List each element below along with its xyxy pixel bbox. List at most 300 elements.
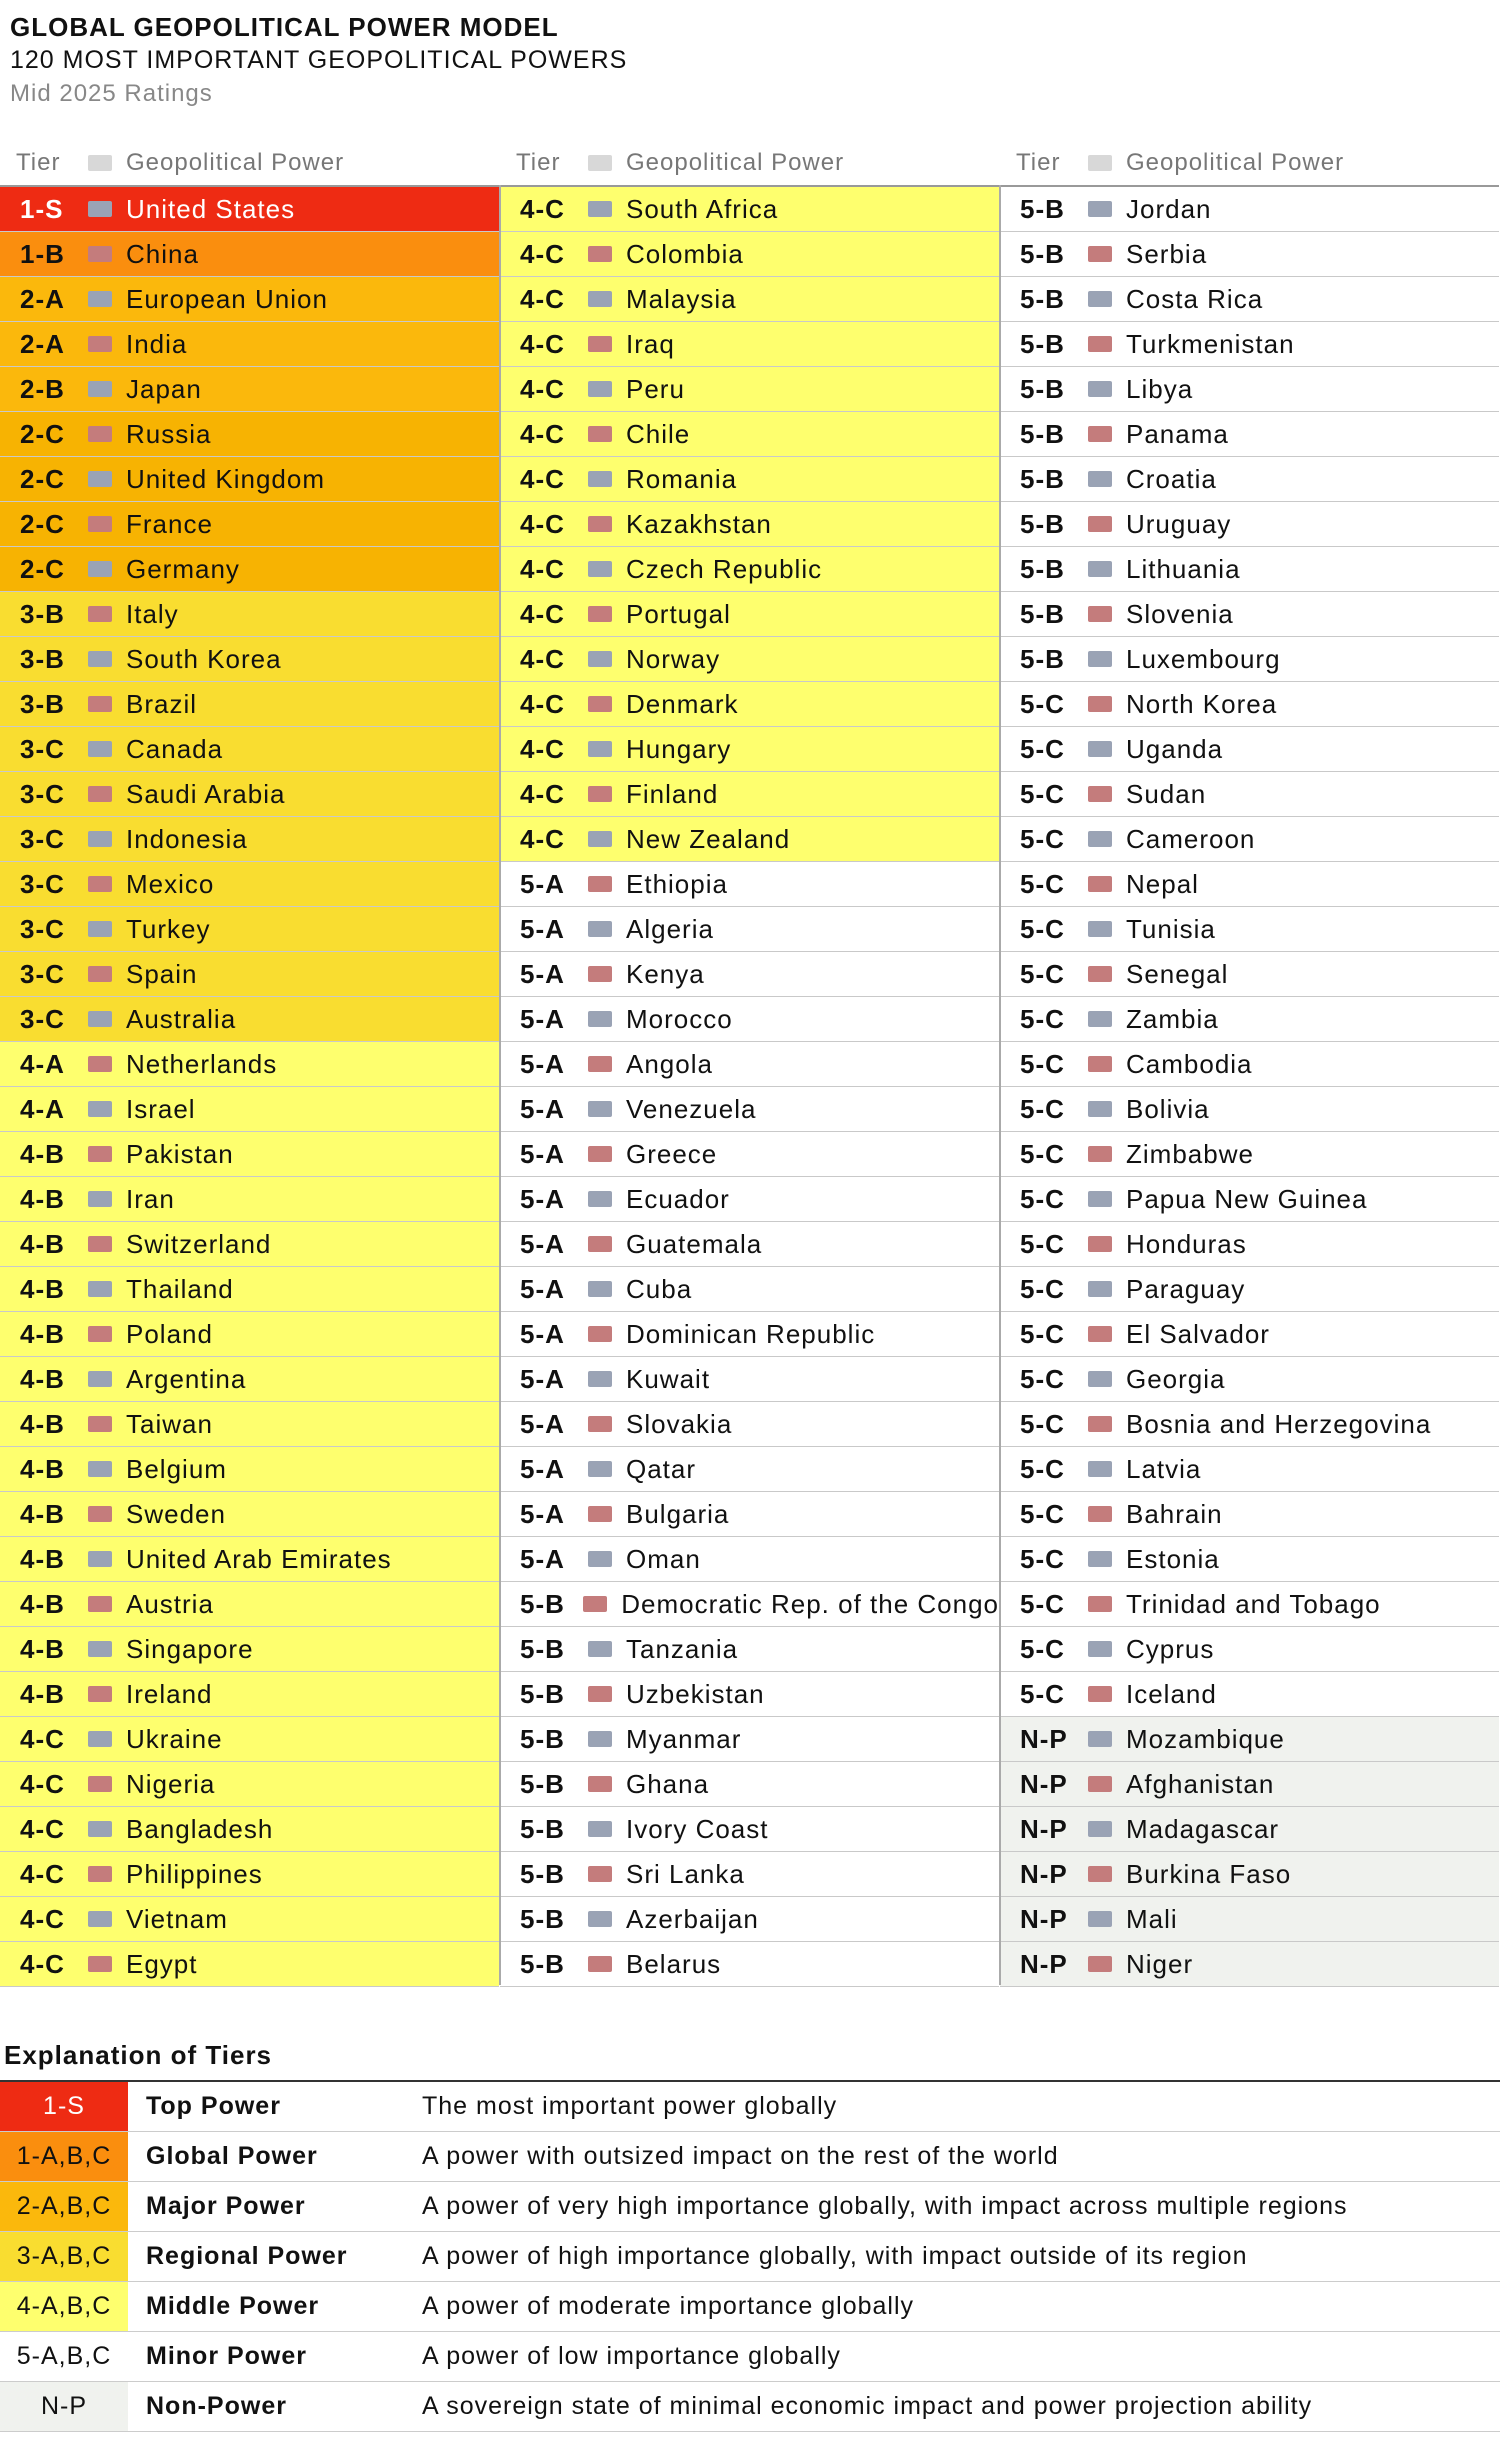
ba-flag-icon [1088,1416,1112,1432]
tier-label [500,554,580,585]
tier-number: 4-C [520,553,565,584]
legend-tier-code: 1-A,B,C [0,2132,128,2181]
country-name: Austria [126,1588,214,1619]
legend-tier-description: A power of low importance globally [422,2342,841,2370]
country-name: Turkey [126,913,211,944]
tier-label [0,1409,80,1440]
tier-number: 4-C [520,283,565,314]
legend-title: Explanation of Tiers [0,2030,1500,2082]
py-flag-icon [1088,1281,1112,1297]
country-name: France [126,508,213,539]
pg-flag-icon [1088,1191,1112,1207]
power-row [500,1807,999,1852]
tier-number: 3-B [20,643,65,674]
power-row [0,1492,499,1537]
power-row [500,1132,999,1177]
tier-number: 5-C [1020,868,1065,899]
country-name: Egypt [126,1948,198,1979]
tier-label [0,869,80,900]
tier-number: 5-C [1020,688,1065,719]
power-row [0,1672,499,1717]
country-name: Belarus [626,1948,722,1979]
country-name: Cameroon [1126,823,1256,854]
tier-number: 4-C [520,643,565,674]
tier-label [500,1499,580,1530]
power-row [0,637,499,682]
cn-flag-icon [88,246,112,262]
do-flag-icon [588,1326,612,1342]
country-name: Guatemala [626,1228,763,1259]
tier-label [500,1949,580,1980]
country-name: Dominican Republic [626,1318,876,1349]
ca-flag-icon [88,741,112,757]
header [10,10,627,111]
tier-label [0,1274,80,1305]
uy-flag-icon [1088,516,1112,532]
de-flag-icon [88,561,112,577]
country-name: Malaysia [626,283,737,314]
power-row [500,1852,999,1897]
cy-flag-icon [1088,1641,1112,1657]
power-row [0,1132,499,1177]
tier-label [0,1454,80,1485]
power-row [1000,1762,1499,1807]
is-flag-icon [1088,1686,1112,1702]
country-name: Iraq [626,328,675,359]
power-row [0,1942,499,1987]
country-name: European Union [126,283,328,314]
country-name: Morocco [626,1003,733,1034]
tier-label [1000,1229,1080,1260]
power-row [1000,907,1499,952]
tier-label [500,1274,580,1305]
power-row [0,1357,499,1402]
legend-tier-description: A power with outsized impact on the rest of the world [422,2142,1059,2170]
tier-number: 4-C [20,1723,65,1754]
tier-number: 5-A [520,1498,565,1529]
tier-label [500,1859,580,1890]
tier-label [0,824,80,855]
country-name: Kazakhstan [626,508,772,539]
tier-number: 5-A [520,1138,565,1169]
legend-tier-code: N-P [0,2382,128,2431]
tier-label [500,1634,580,1665]
country-name: Japan [126,373,202,404]
power-row [1000,1402,1499,1447]
tier-number: 4-B [20,1183,65,1214]
tier-label [500,959,580,990]
tier-number: 3-C [20,778,65,809]
tier-number: 4-C [520,328,565,359]
tier-number: 5-C [1020,1543,1065,1574]
tier-label [1000,554,1080,585]
ke-flag-icon [588,966,612,982]
country-name: Colombia [626,238,744,269]
tier-label [1000,959,1080,990]
country-name: Algeria [626,913,714,944]
tt-flag-icon [1088,1596,1112,1612]
vn-flag-icon [88,1911,112,1927]
tier-number: 2-A [20,283,65,314]
country-name: Slovakia [626,1408,733,1439]
power-row [1000,1852,1499,1897]
bo-flag-icon [1088,1101,1112,1117]
country-name: Vietnam [126,1903,228,1934]
lu-flag-icon [1088,651,1112,667]
tier-label [500,1679,580,1710]
tier-label [0,1364,80,1395]
tier-number: 5-A [520,958,565,989]
tier-label [0,1634,80,1665]
sk-flag-icon [588,1416,612,1432]
tier-label [0,509,80,540]
tier-label [0,1184,80,1215]
ug-flag-icon [1088,741,1112,757]
country-name: New Zealand [626,823,791,854]
tier-label [500,1049,580,1080]
country-name: Hungary [626,733,732,764]
country-name: Ireland [126,1678,213,1709]
ci-flag-icon [588,1821,612,1837]
nz-flag-icon [588,831,612,847]
tn-flag-icon [1088,921,1112,937]
legend-tier-code: 5-A,B,C [0,2332,128,2381]
country-name: Israel [126,1093,196,1124]
tier-label [500,1589,575,1620]
tier-label [500,734,580,765]
country-name: Bulgaria [626,1498,730,1529]
ma-flag-icon [588,1011,612,1027]
tier-number: 4-B [20,1273,65,1304]
us-flag-icon [88,201,112,217]
tier-label [500,1724,580,1755]
tier-label [500,284,580,315]
power-row [500,1627,999,1672]
tier-label [500,1139,580,1170]
legend-tier-code: 3-A,B,C [0,2232,128,2281]
tier-label [500,1454,580,1485]
country-name: Madagascar [1126,1813,1280,1844]
tier-label [0,1544,80,1575]
country-name: Philippines [126,1858,263,1889]
tier-label [0,1139,80,1170]
power-row [500,1087,999,1132]
country-name: Thailand [126,1273,234,1304]
power-row [500,1762,999,1807]
iq-flag-icon [588,336,612,352]
tier-label [0,1904,80,1935]
tier-number: 5-C [1020,1183,1065,1214]
kr-flag-icon [88,651,112,667]
power-row [500,1447,999,1492]
tier-label [0,464,80,495]
qa-flag-icon [588,1461,612,1477]
country-name: Canada [126,733,224,764]
ve-flag-icon [588,1101,612,1117]
mm-flag-icon [588,1731,612,1747]
tier-label [1000,329,1080,360]
country-name: Argentina [126,1363,247,1394]
power-row [0,502,499,547]
power-row [1000,1447,1499,1492]
column-header-tier: Tier [1016,148,1061,176]
tier-label [0,1679,80,1710]
power-row [0,1807,499,1852]
tier-label [500,1904,580,1935]
tz-flag-icon [588,1641,612,1657]
country-name: Tunisia [1126,913,1216,944]
ge-flag-icon [1088,1371,1112,1387]
tier-label [0,1049,80,1080]
ranking-column-3 [1000,140,1499,1987]
power-row [0,727,499,772]
column-header-power: Geopolitical Power [126,148,345,176]
bh-flag-icon [1088,1506,1112,1522]
power-row [500,952,999,997]
power-row [1000,187,1499,232]
power-row [500,502,999,547]
country-name: Indonesia [126,823,248,854]
tier-number: 5-A [520,1453,565,1484]
cd-flag-icon [583,1596,607,1612]
tier-number: 5-B [520,1678,565,1709]
power-row [1000,322,1499,367]
power-row [500,277,999,322]
tier-number: 5-B [1020,328,1065,359]
country-name: United Kingdom [126,463,325,494]
legend-tier-code: 1-S [0,2082,128,2131]
legend-tier-name: Global Power [146,2142,318,2170]
tier-label [0,1589,80,1620]
country-name: Bolivia [1126,1093,1210,1124]
power-row [0,232,499,277]
gt-flag-icon [588,1236,612,1252]
tier-number: 2-C [20,418,65,449]
si-flag-icon [1088,606,1112,622]
power-row [500,322,999,367]
tier-number: 5-B [1020,418,1065,449]
country-name: Papua New Guinea [1126,1183,1368,1214]
co-flag-icon [588,246,612,262]
country-name: Burkina Faso [1126,1858,1292,1889]
country-name: Romania [626,463,738,494]
country-name: South Africa [626,193,779,224]
cl-flag-icon [588,426,612,442]
tier-label [0,419,80,450]
mx-flag-icon [88,876,112,892]
cm-flag-icon [1088,831,1112,847]
power-row [1000,1942,1499,1987]
tier-label [500,1319,580,1350]
tier-number: 4-C [20,1813,65,1844]
tier-number: 5-B [520,1633,565,1664]
tier-number: 5-B [1020,193,1065,224]
np-flag-icon [1088,876,1112,892]
power-row [500,817,999,862]
tier-label [1000,824,1080,855]
power-row [1000,1087,1499,1132]
tier-label [500,1544,580,1575]
power-row [500,1582,999,1627]
page-subtitle: 120 MOST IMPORTANT GEOPOLITICAL POWERS [10,46,628,74]
tier-label [500,509,580,540]
tier-number: 4-C [520,823,565,854]
power-row [0,1402,499,1447]
tier-label [1000,734,1080,765]
country-name: Croatia [1126,463,1217,494]
country-name: Bosnia and Herzegovina [1126,1408,1432,1439]
legend-row [0,2332,1500,2382]
power-row [1000,727,1499,772]
ar-flag-icon [88,1371,112,1387]
tier-number: 4-B [20,1543,65,1574]
country-name: North Korea [1126,688,1278,719]
tier-label [0,329,80,360]
tier-number: 2-C [20,463,65,494]
power-row [500,1672,999,1717]
tier-number: 5-C [1020,1408,1065,1439]
country-name: Panama [1126,418,1229,449]
legend-tier-description: A sovereign state of minimal economic impact and power projection ability [422,2392,1313,2420]
tier-label [1000,194,1080,225]
tier-label [0,1769,80,1800]
country-name: Sudan [1126,778,1207,809]
kz-flag-icon [588,516,612,532]
power-row [0,1447,499,1492]
cu-flag-icon [588,1281,612,1297]
tier-label [1000,1139,1080,1170]
ec-flag-icon [588,1191,612,1207]
country-name: Germany [126,553,240,584]
legend-tier-description: The most important power globally [422,2092,838,2120]
power-row [0,1042,499,1087]
tier-number: 5-A [520,1093,565,1124]
power-row [0,1897,499,1942]
pl-flag-icon [88,1326,112,1342]
tier-number: 4-C [520,193,565,224]
tier-label [500,689,580,720]
power-row [500,907,999,952]
za-flag-icon [588,201,612,217]
se-flag-icon [88,1506,112,1522]
ee-flag-icon [1088,1551,1112,1567]
country-name: Slovenia [1126,598,1234,629]
tier-label [500,329,580,360]
country-name: United States [126,193,296,224]
tier-number: 5-B [1020,598,1065,629]
country-name: Kuwait [626,1363,711,1394]
tier-number: N-P [1020,1723,1068,1754]
tier-number: 4-B [20,1408,65,1439]
il-flag-icon [88,1101,112,1117]
power-row [500,412,999,457]
tier-number: 4-B [20,1588,65,1619]
br-flag-icon [88,696,112,712]
tier-number: 5-B [520,1723,565,1754]
tier-label [0,554,80,585]
power-row [0,592,499,637]
zw-flag-icon [1088,1146,1112,1162]
power-row [500,1222,999,1267]
power-row [500,1897,999,1942]
country-name: Cuba [626,1273,693,1304]
country-name: Ukraine [126,1723,223,1754]
legend-rows [0,2082,1500,2432]
power-row [0,367,499,412]
country-name: Venezuela [626,1093,757,1124]
country-name: Denmark [626,688,739,719]
legend-row [0,2232,1500,2282]
power-row [1000,637,1499,682]
kp-flag-icon [1088,696,1112,712]
power-row [1000,1897,1499,1942]
tier-label [0,1319,80,1350]
ir-flag-icon [88,1191,112,1207]
it-flag-icon [88,606,112,622]
country-name: Cambodia [1126,1048,1253,1079]
tier-label [1000,779,1080,810]
country-name: India [126,328,188,359]
power-row [0,412,499,457]
power-row [1000,1312,1499,1357]
tier-number: 4-B [20,1453,65,1484]
gh-flag-icon [588,1776,612,1792]
power-row [500,457,999,502]
tier-number: 5-A [520,1363,565,1394]
tier-label [1000,1319,1080,1350]
power-row [1000,1267,1499,1312]
power-row [1000,592,1499,637]
country-name: Trinidad and Tobago [1126,1588,1381,1619]
es-flag-icon [88,966,112,982]
country-name: Nigeria [126,1768,216,1799]
country-name: Poland [126,1318,213,1349]
tier-number: 4-C [520,688,565,719]
tier-number: 5-C [1020,823,1065,854]
tier-number: 4-A [20,1093,65,1124]
country-name: Tanzania [626,1633,739,1664]
my-flag-icon [588,291,612,307]
ch-flag-icon [88,1236,112,1252]
country-name: Peru [626,373,685,404]
power-row [500,592,999,637]
tier-number: 4-C [520,778,565,809]
power-row [1000,772,1499,817]
tier-label [1000,1904,1080,1935]
power-row [1000,1672,1499,1717]
ru-flag-icon [88,426,112,442]
legend-tier-name: Regional Power [146,2242,348,2270]
tier-label [1000,914,1080,945]
tier-label [0,779,80,810]
legend-tier-code: 2-A,B,C [0,2182,128,2231]
country-name: Iceland [1126,1678,1217,1709]
country-name: Bangladesh [126,1813,274,1844]
pk-flag-icon [88,1146,112,1162]
column-header [1000,140,1499,187]
country-name: Zimbabwe [1126,1138,1254,1169]
power-row [500,772,999,817]
tier-label [1000,1454,1080,1485]
tier-number: 5-B [1020,643,1065,674]
power-row [1000,997,1499,1042]
power-row [0,1222,499,1267]
tier-number: N-P [1020,1903,1068,1934]
legend-row [0,2182,1500,2232]
tier-label [500,869,580,900]
tier-label [0,194,80,225]
az-flag-icon [588,1911,612,1927]
